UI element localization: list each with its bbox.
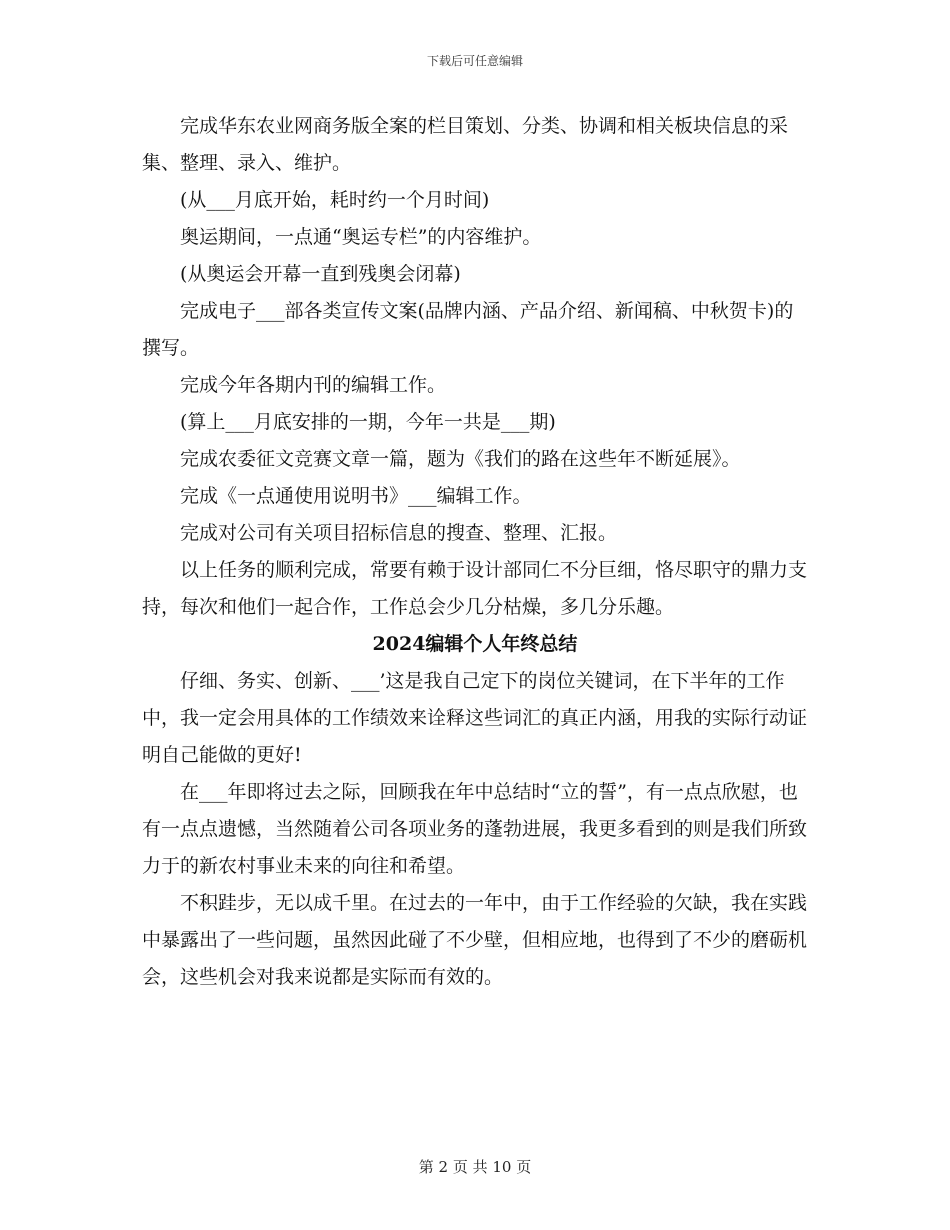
page-number: 第 2 页 共 10 页 <box>418 1158 532 1176</box>
paragraph: 以上任务的顺利完成，常要有赖于设计部同仁不分巨细，恪尽职守的鼎力支持，每次和他们一起合作，工作总会少几分枯燥，多几分乐趣。 <box>142 559 808 618</box>
paragraph: 完成今年各期内刊的编辑工作。 <box>180 374 447 396</box>
paragraph: 完成电子___部各类宣传文案(品牌内涵、产品介绍、新闻稿、中秋贺卡)的撰写。 <box>142 300 794 359</box>
section-heading: 2024编辑个人年终总结 <box>372 633 578 655</box>
paragraph: 完成对公司有关项目招标信息的搜查、整理、汇报。 <box>180 522 618 544</box>
paragraph: (从___月底开始，耗时约一个月时间) <box>180 189 490 211</box>
page-header: 下载后可任意编辑 <box>426 54 523 68</box>
paragraph: 完成《一点通使用说明书》___编辑工作。 <box>180 485 532 507</box>
document-body <box>142 108 808 996</box>
paragraph: 完成华东农业网商务版全案的栏目策划、分类、协调和相关板块信息的采集、整理、录入、维护。 <box>142 115 789 174</box>
paragraph: 奥运期间，一点通“奥运专栏”的内容维护。 <box>180 226 542 248</box>
paragraph: 完成农委征文竞赛文章一篇，题为《我们的路在这些年不断延展》。 <box>180 448 741 470</box>
paragraph: 仔细、务实、创新、___’这是我自己定下的岗位关键词，在下半年的工作中，我一定会用具体的工作绩效来诠释这些词汇的真正内涵，用我的实际行动证明自己能做的更好! <box>142 670 808 766</box>
paragraph: 在___年即将过去之际，回顾我在年中总结时“立的誓”，有一点点欣慰，也有一点点遗憾，当然随着公司各项业务的蓬勃进展，我更多看到的则是我们所致力于的新农村事业未来的向往和希望。 <box>142 781 808 877</box>
paragraph: (从奥运会开幕一直到残奥会闭幕) <box>180 263 461 285</box>
paragraph: 不积跬步，无以成千里。在过去的一年中，由于工作经验的欠缺，我在实践中暴露出了一些问题，虽然因此碰了不少壁，但相应地，也得到了不少的磨砺机会，这些机会对我来说都是实际而有效的。 <box>142 892 808 988</box>
paragraph: (算上___月底安排的一期，今年一共是___期) <box>180 411 556 433</box>
